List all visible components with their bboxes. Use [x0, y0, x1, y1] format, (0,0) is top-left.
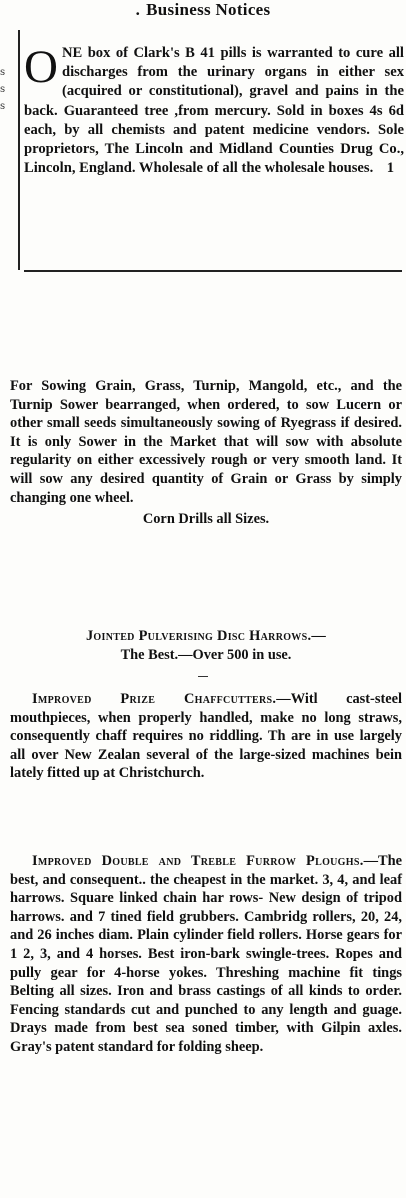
column-rule	[18, 30, 20, 270]
clarks-ad-text: NE box of Clark's B 41 pills is warranted to cure all discharges from the urinary organs in either sex (acquired or constitutional), gravel and pains in the back. Guaranteed tree ,from mercury. Sold in boxes 4s 6d each, by all chemists and patent medicine vendors. Sole proprietors, The Lincoln and Midland Counties Drug Co., Lincoln, England. Wholesale of all the wholesale houses.	[24, 45, 404, 177]
margin-mark: s	[0, 84, 6, 95]
disc-harrows-line: The Best.—Over 500 in use.	[120, 646, 292, 663]
divider-rule	[24, 270, 402, 272]
heading-dot: .	[135, 0, 141, 19]
ploughs-title: Improved Double and Treble Furrow Ploughs.	[32, 853, 364, 869]
ploughs-text: —The best, and consequent.. the cheapest in the market. 3, 4, and leaf harrows. Square linked chain har rows- New design of tripod harrows. and 7 tined field grubbers. Cambridg rollers, 20, 24, and 26 inches diam. Plain cylinder field rollers. Horse gears for 1 2, 3, and 4 horses. Best iron-bark swingle-trees. Ropes and pully gear for 4-horse yokes. Threshing machine fit tings Belting all sizes. Iron and brass castings of all kinds to order. Fencing standards cut and punched to any length and guage. Drays made from best sea soned timber, with Gilpin axles. Gray's patent standard for folding sheep.	[10, 853, 402, 1055]
ad-end-mark: 1	[386, 160, 394, 177]
section-title: Business Notices	[146, 0, 271, 19]
corn-drills-line: Corn Drills all Sizes.	[142, 511, 270, 528]
margin-mark: s	[0, 101, 6, 112]
chaffcutters-notice	[10, 690, 402, 783]
section-heading	[0, 0, 406, 20]
short-rule	[198, 676, 208, 677]
disc-harrows-title: Jointed Pulverising Disc Harrows.—	[85, 628, 327, 644]
chaffcutters-text: —Witl cast-steel mouthpieces, when properly handled, make no long straws, consequently chaff requires no riddling. Th are in use largely all over New Zealan several of the large-sized machines bein lately fitted up at Christchurch.	[10, 691, 403, 782]
disc-harrows-notice	[10, 627, 402, 664]
clarks-pills-advertisement	[24, 41, 404, 178]
sower-advertisement	[10, 377, 402, 529]
margin-mark: s	[0, 67, 6, 78]
drop-cap: O	[24, 41, 58, 93]
margin-marks	[0, 64, 10, 115]
sower-text: For Sowing Grain, Grass, Turnip, Mangold, etc., and the Turnip Sower bearranged, when ordered, to sow Lucern or other small seeds simultaneously sowing of Ryegrass if desired. It is only Sower in the Market that will sow with absolute regularity on either excessively rough or very smooth land. It will sow any desired quantity of Grain or Grass by simply changing one wheel.	[10, 378, 402, 506]
ploughs-notice	[10, 852, 402, 1057]
chaffcutters-title: Improved Prize Chaffcutters.	[32, 691, 277, 707]
